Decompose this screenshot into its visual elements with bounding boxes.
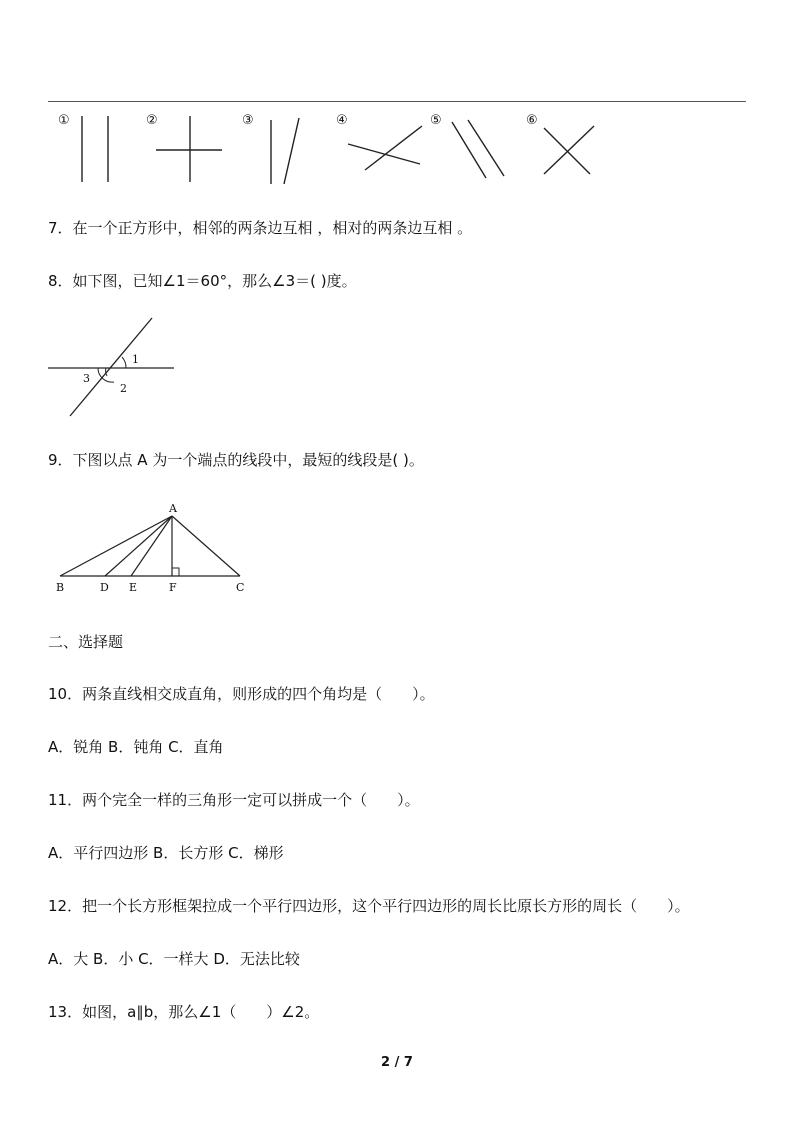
segment-figure — [50, 500, 250, 596]
header-rule — [48, 101, 746, 102]
figure-label-1: ① — [58, 113, 70, 128]
transversal-line — [70, 318, 152, 416]
line-4a — [348, 144, 420, 164]
point-label-A: A — [169, 502, 177, 515]
angle-1-arc — [122, 357, 126, 368]
figure-label-2: ② — [146, 113, 158, 128]
figure-label-6: ⑥ — [526, 113, 538, 128]
figure-label-4: ④ — [336, 113, 348, 128]
section-heading-choice: 二、选择题 — [48, 633, 124, 651]
point-label-D: D — [100, 581, 109, 594]
angle-label-2: 2 — [120, 382, 127, 395]
segment-AE — [131, 516, 172, 576]
question-7: 7．在一个正方形中，相邻的两条边互相 ，相对的两条边互相 。 — [48, 219, 473, 237]
segment-AB — [60, 516, 172, 576]
question-11-options: A．平行四边形 B．长方形 C．梯形 — [48, 844, 284, 862]
point-label-B: B — [56, 581, 65, 594]
question-9: 9．下图以点 A 为一个端点的线段中，最短的线段是( )。 — [48, 451, 424, 469]
right-angle-mark — [172, 568, 179, 576]
line-5a — [452, 122, 486, 178]
point-label-C: C — [236, 581, 245, 594]
question-10-options: A．锐角 B．钝角 C．直角 — [48, 738, 224, 756]
line-3b — [284, 118, 299, 184]
question-10: 10．两条直线相交成直角，则形成的四个角均是（ ）。 — [48, 685, 435, 703]
line-4b — [365, 126, 422, 170]
line-pairs-figure — [50, 108, 610, 190]
page-number: 2 / 7 — [381, 1055, 413, 1070]
segment-AC — [172, 516, 240, 576]
question-12-options: A．大 B．小 C．一样大 D．无法比较 — [48, 950, 300, 968]
point-label-F: F — [169, 581, 177, 594]
question-13: 13．如图，a∥b，那么∠1（ ）∠2。 — [48, 1003, 320, 1021]
angle-figure — [46, 316, 180, 420]
question-12: 12．把一个长方形框架拉成一个平行四边形，这个平行四边形的周长比原长方形的周长（ ）。 — [48, 897, 690, 915]
angle-label-1: 1 — [132, 353, 139, 366]
figure-label-3: ③ — [242, 113, 254, 128]
question-8: 8．如下图，已知∠1＝60°，那么∠3＝( )度。 — [48, 272, 357, 290]
angle-label-3: 3 — [83, 372, 90, 385]
point-label-E: E — [129, 581, 138, 594]
line-5b — [468, 120, 504, 176]
question-11: 11．两个完全一样的三角形一定可以拼成一个（ ）。 — [48, 791, 420, 809]
figure-label-5: ⑤ — [430, 113, 442, 128]
line-6b — [544, 126, 594, 174]
